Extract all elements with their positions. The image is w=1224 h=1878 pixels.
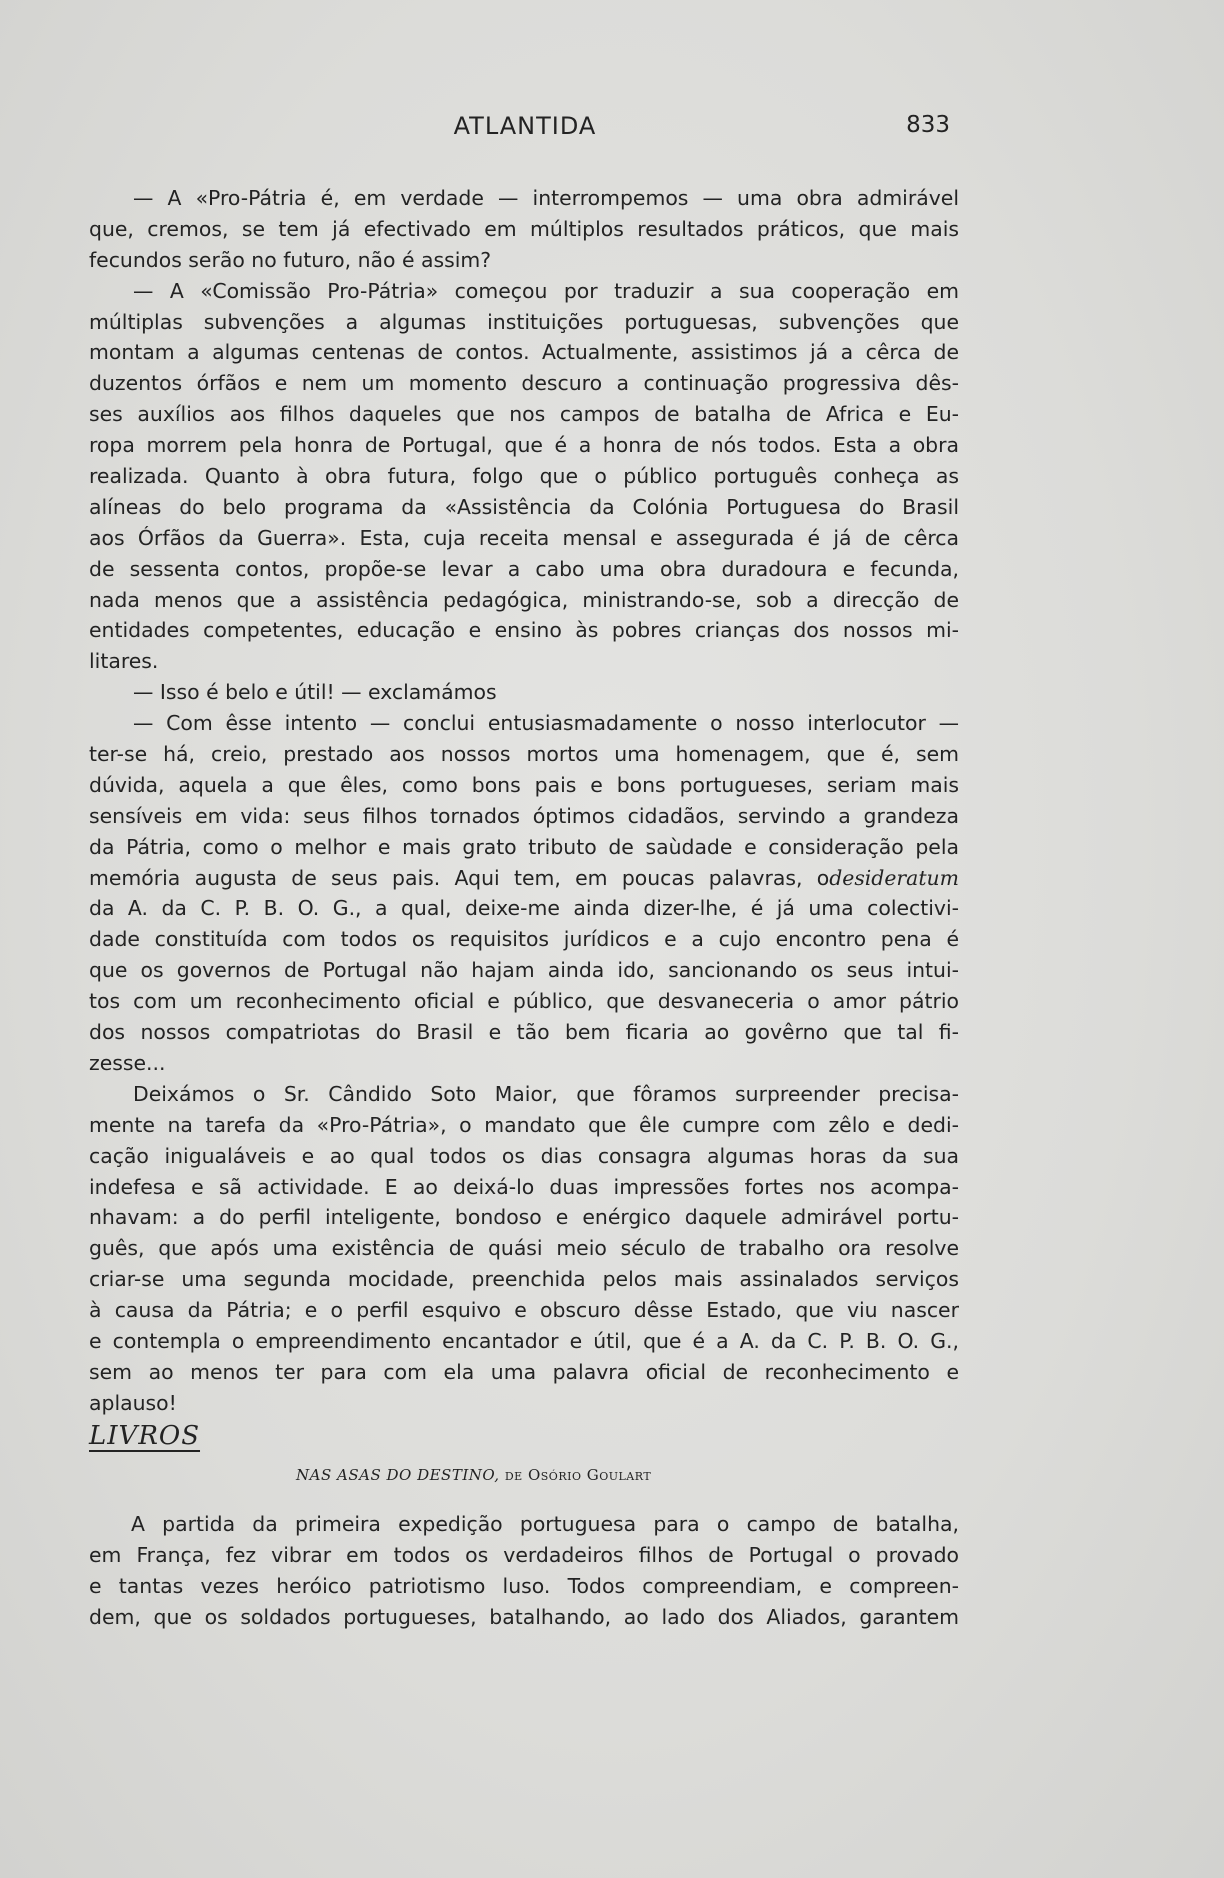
text-line: — Isso é belo e útil! — exclamámos — [133, 680, 497, 705]
text-line: dem, que os soldados portugueses, batalhando, ao lado dos Aliados, garantem — [89, 1604, 959, 1629]
text-line: duzentos órfãos e nem um momento descuro a continuação progressiva dês- — [89, 371, 959, 396]
text-line: entidades competentes, educação e ensino às pobres crianças dos nossos mi- — [89, 618, 959, 643]
text-line: sensíveis em vida: seus filhos tornados óptimos cidadãos, servindo a grandeza — [89, 803, 959, 828]
text-line: litares. — [89, 649, 159, 674]
text-line: múltiplas subvenções a algumas instituições portuguesas, subvenções que — [89, 309, 959, 334]
page-number: 833 — [906, 112, 950, 138]
text-line: realizada. Quanto à obra futura, folgo que o público português conheça as — [89, 464, 959, 489]
book-author: de Osório Goulart — [499, 1466, 652, 1484]
text-line: dade constituída com todos os requisitos jurídicos e a cujo encontro pena é — [89, 927, 959, 952]
text-line: — A «Comissão Pro-Pátria» começou por traduzir a sua cooperação em — [133, 278, 959, 303]
text-line: ropa morrem pela honra de Portugal, que é a honra de nós todos. Esta a obra — [89, 433, 959, 458]
text-line: de sessenta contos, propõe-se levar a cabo uma obra duradoura e fecunda, — [89, 556, 959, 581]
section-text — [89, 1509, 959, 1633]
book-review-subtitle — [296, 1466, 651, 1484]
text-line: tos com um reconhecimento oficial e público, que desvaneceria o amor pátrio — [89, 989, 959, 1014]
text-line: aplauso! — [89, 1390, 177, 1415]
text-line: zesse... — [89, 1050, 166, 1075]
text-line: da Pátria, como o melhor e mais grato tributo de saùdade e consideração pela — [89, 834, 959, 859]
text-line: guês, que após uma existência de quási meio século de trabalho ora resolve — [89, 1236, 959, 1261]
text-line: fecundos serão no futuro, não é assim? — [89, 247, 492, 272]
text-line: — A «Pro-Pátria é, em verdade — interrompemos — uma obra admirável — [133, 186, 959, 210]
text-line: memória augusta de seus pais. Aqui tem, em poucas palavras, o — [89, 865, 830, 890]
text-line: e tantas vezes heróico patriotismo luso. Todos compreendiam, e compreen- — [89, 1573, 959, 1598]
text-line: — Com êsse intento — conclui entusiasmadamente o nosso interlocutor — — [133, 711, 959, 736]
text-line-with-emphasis — [89, 863, 959, 894]
running-header — [90, 112, 960, 144]
text-line: que, cremos, se tem já efectivado em múltiplos resultados práticos, que mais — [89, 216, 959, 241]
text-line: nada menos que a assistência pedagógica, ministrando-se, sob a direcção de — [89, 587, 959, 612]
text-line: A partida da primeira expedição portuguesa para o campo de batalha, — [131, 1512, 959, 1536]
emphasis-word: desideratum — [829, 865, 959, 890]
text-line: dúvida, aquela a que êles, como bons pais e bons portugueses, seriam mais — [89, 772, 959, 797]
text-line: criar-se uma segunda mocidade, preenchida pelos mais assinalados serviços — [89, 1267, 959, 1292]
text-line: sem ao menos ter para com ela uma palavra oficial de reconhecimento e — [89, 1359, 959, 1384]
text-line: Deixámos o Sr. Cândido Soto Maior, que fôramos surpreender precisa- — [133, 1081, 959, 1106]
text-line: mente na tarefa da «Pro-Pátria», o mandato que êle cumpre com zêlo e dedi- — [89, 1112, 959, 1137]
text-line: indefesa e sã actividade. E ao deixá-lo duas impressões fortes nos acompa- — [89, 1174, 959, 1199]
journal-title: ATLANTIDA — [453, 112, 597, 140]
text-line: ses auxílios aos filhos daqueles que nos campos de batalha de Africa e Eu- — [89, 402, 959, 427]
text-line: em França, fez vibrar em todos os verdadeiros filhos de Portugal o provado — [89, 1542, 959, 1567]
section-heading: LIVROS — [89, 1421, 201, 1451]
text-line: à causa da Pátria; e o perfil esquivo e obscuro dêsse Estado, que viu nascer — [89, 1298, 959, 1323]
body-text — [89, 183, 959, 1419]
text-line: dos nossos compatriotas do Brasil e tão bem ficaria ao govêrno que tal fi- — [89, 1020, 959, 1045]
text-line: aos Órfãos da Guerra». Esta, cuja receita mensal e assegurada é já de cêrca — [89, 525, 959, 550]
text-line: alíneas do belo programa da «Assistência da Colónia Portuguesa do Brasil — [89, 494, 959, 519]
text-line: que os governos de Portugal não hajam ainda ido, sancionando os seus intui- — [89, 958, 959, 983]
book-title: NAS ASAS DO DESTINO, — [296, 1466, 500, 1484]
text-line: ter-se há, creio, prestado aos nossos mortos uma homenagem, que é, sem — [89, 742, 959, 767]
text-line: e contempla o empreendimento encantador e útil, que é a A. da C. P. B. O. G., — [89, 1328, 959, 1353]
text-line: montam a algumas centenas de contos. Actualmente, assistimos já a cêrca de — [89, 340, 959, 365]
text-line: cação inigualáveis e ao qual todos os dias consagra algumas horas da sua — [89, 1143, 959, 1168]
text-line: nhavam: a do perfil inteligente, bondoso e enérgico daquele admirável portu- — [89, 1205, 959, 1230]
text-line: da A. da C. P. B. O. G., a qual, deixe-me ainda dizer-lhe, é já uma colectivi- — [89, 896, 959, 921]
